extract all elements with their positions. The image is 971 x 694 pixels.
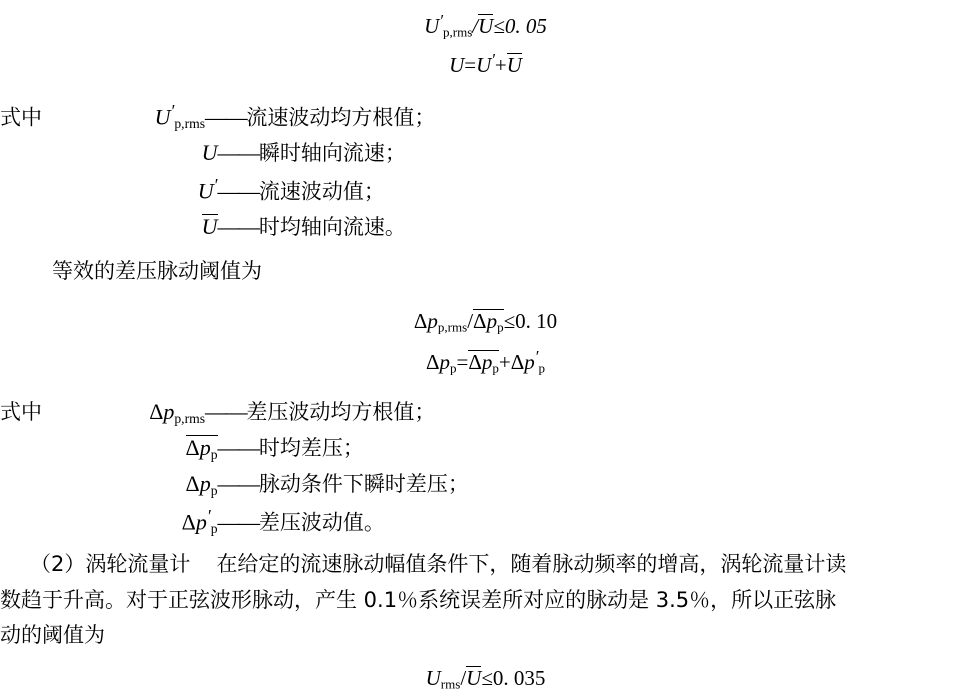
- definition-dash: ——: [217, 435, 259, 461]
- definition-dash: ——: [205, 104, 247, 130]
- definition-row: [0, 135, 971, 171]
- paragraph-body-line-2: 数趋于升高。对于正弦波形脉动，产生 0.1％系统误差所对应的脉动是 3.5％，所以正弦脉: [0, 587, 837, 612]
- equation-dp-threshold: [0, 306, 971, 338]
- where-label-1: 式中: [0, 105, 42, 130]
- definition-row: [0, 430, 971, 466]
- paragraph-body-line-1: 在给定的流速脉动幅值条件下，随着脉动频率的增高，涡轮流量计读: [216, 552, 847, 577]
- equation-dp-threshold-math: $\Delta p_{p,rms}/\Delta p_p\le 0$. 10: [413, 309, 558, 335]
- equation-dp-decomposition-math: $\Delta p_p=\Delta p_p+\Delta p'_p$: [426, 346, 545, 376]
- equation-dp-decomposition: [0, 344, 971, 379]
- paragraph-line-2: [0, 582, 971, 618]
- definition-text: 时均轴向流速。: [258, 215, 406, 240]
- definition-text: 脉动条件下瞬时差压；: [258, 471, 469, 496]
- paragraph-number: （2）: [30, 552, 86, 577]
- definition-list-dp: [0, 394, 971, 540]
- definition-text: 流速波动值；: [258, 179, 385, 204]
- definition-dash: ——: [217, 140, 259, 166]
- equation-urms-threshold: [0, 663, 971, 694]
- definition-row: [0, 171, 971, 209]
- equation-velocity-threshold: [0, 8, 971, 43]
- definition-list-velocity: [0, 97, 971, 245]
- definition-row: [0, 502, 971, 540]
- definition-symbol: $\Delta p_p$: [185, 435, 218, 463]
- paragraph-title: 涡轮流量计: [85, 552, 191, 577]
- definition-dash: ——: [217, 214, 259, 240]
- equation-velocity-decomposition-math: U=U′+U: [449, 49, 522, 77]
- definition-text: 差压波动值。: [258, 510, 385, 535]
- definition-row: [0, 209, 971, 245]
- definition-text: 瞬时轴向流速；: [258, 141, 406, 166]
- paragraph-body-line-3: 动的阈值为: [0, 623, 105, 648]
- equation-urms-threshold-math: $U_{rms}/U\le 0$. 035: [425, 665, 546, 692]
- definition-symbol: $U'_{p,rms}$: [154, 101, 205, 132]
- midline-text: 等效的差压脉动阈值为: [52, 258, 262, 283]
- where-label-2: 式中: [0, 400, 42, 425]
- definition-row: [0, 97, 971, 135]
- definition-symbol: $\Delta p_p$: [185, 470, 218, 498]
- definition-text: 时均差压；: [258, 436, 364, 461]
- definition-dash: ——: [217, 470, 259, 496]
- definition-symbol: U′: [197, 175, 218, 204]
- definition-symbol: $\Delta p_{p,rms}$: [149, 399, 205, 427]
- paragraph-line-3: [0, 617, 971, 653]
- definition-symbol: $\Delta p'_p$: [181, 505, 218, 536]
- definition-dash: ——: [205, 399, 247, 425]
- definition-text: 流速波动均方根值；: [246, 105, 436, 130]
- equation-velocity-threshold-math: $U'_{p,rms}/U\le 0$. 05: [424, 11, 547, 40]
- numbered-paragraph: [0, 546, 971, 653]
- definition-row: [0, 394, 971, 430]
- definition-dash: ——: [217, 178, 259, 204]
- paragraph-line-1: [0, 546, 971, 582]
- document-page: [0, 8, 971, 692]
- definition-dash: ——: [217, 509, 259, 535]
- definition-symbol: U: [201, 140, 218, 166]
- definition-symbol: U: [201, 214, 218, 240]
- definition-row: [0, 466, 971, 502]
- definition-text: 差压波动均方根值；: [246, 400, 436, 425]
- midline-text-row: [0, 253, 971, 289]
- equation-velocity-decomposition: [0, 47, 971, 82]
